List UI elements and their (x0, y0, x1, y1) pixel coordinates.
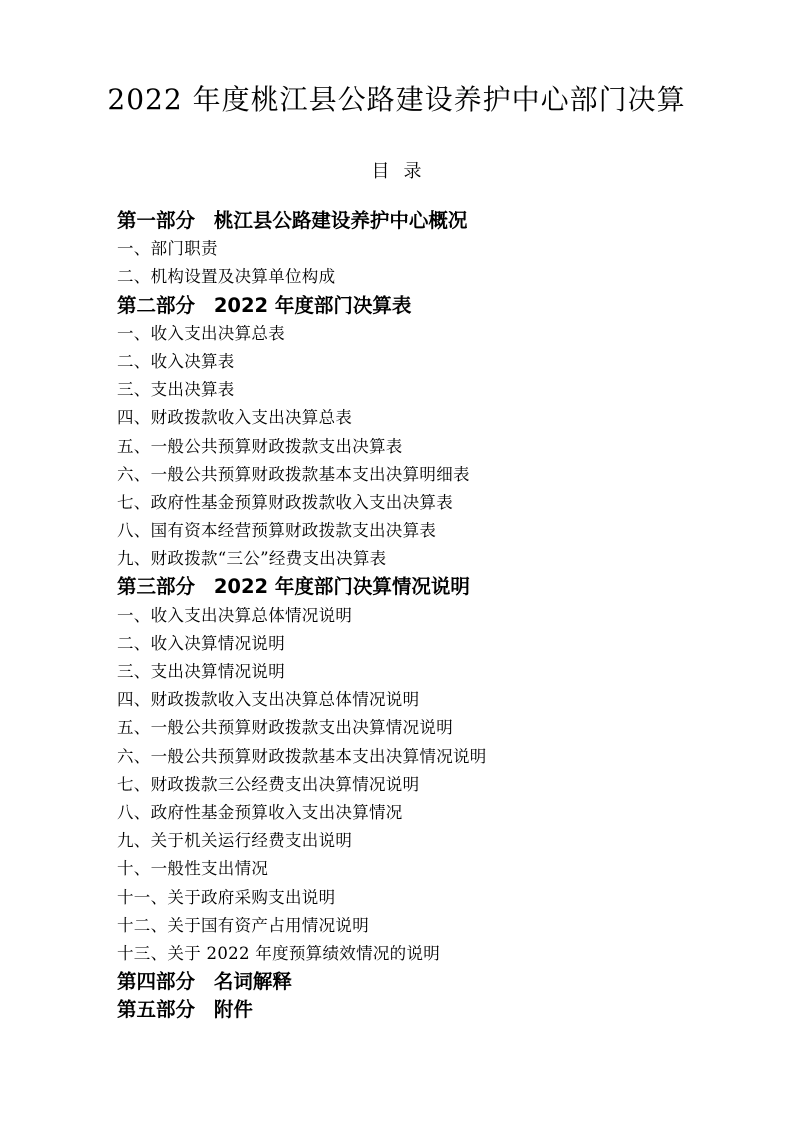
toc-part-heading (117, 968, 757, 996)
toc-item: 二、机构设置及决算单位构成 (117, 267, 336, 287)
toc-item: 六、一般公共预算财政拨款基本支出决算明细表 (117, 464, 470, 484)
toc-part-heading (117, 573, 757, 601)
toc-item: 六、一般公共预算财政拨款基本支出决算情况说明 (117, 746, 487, 766)
toc-item: 四、财政拨款收入支出决算总表 (117, 408, 353, 428)
toc-item: 二、收入决算情况说明 (117, 633, 285, 653)
toc-item: 八、国有资本经营预算财政拨款支出决算表 (117, 521, 437, 541)
toc-part-number: 第四部分 (117, 970, 196, 994)
toc-part-number: 第二部分 (117, 293, 196, 317)
toc-part-title: 附件 (213, 998, 253, 1022)
toc-item: 九、财政拨款“三公”经费支出决算表 (117, 549, 387, 569)
toc-item: 五、一般公共预算财政拨款支出决算表 (117, 436, 403, 456)
toc-part-title: 名词解释 (213, 970, 292, 994)
toc-item: 八、政府性基金预算收入支出决算情况 (117, 802, 403, 822)
toc-part-title: 2022 年度部门决算表 (213, 293, 412, 317)
toc-part-number: 第三部分 (117, 575, 196, 599)
toc-item: 七、财政拨款三公经费支出决算情况说明 (117, 774, 420, 794)
toc-item: 一、部门职责 (117, 239, 218, 259)
toc-item: 十一、关于政府采购支出说明 (117, 887, 336, 907)
toc-item: 九、关于机关运行经费支出说明 (117, 831, 353, 851)
toc-heading: 目录 (371, 161, 436, 182)
toc-item: 三、支出决算情况说明 (117, 662, 285, 681)
document-title: 2022 年度桃江县公路建设养护中心部门决算 (107, 83, 686, 116)
table-of-contents (117, 207, 757, 1024)
toc-part-number: 第一部分 (117, 209, 196, 232)
toc-item: 十二、关于国有资产占用情况说明 (117, 915, 369, 935)
toc-item: 五、一般公共预算财政拨款支出决算情况说明 (117, 718, 453, 738)
toc-item: 四、财政拨款收入支出决算总体情况说明 (117, 690, 420, 710)
toc-part-heading (117, 996, 757, 1024)
toc-item: 十、一般性支出情况 (117, 859, 269, 879)
toc-part-title: 桃江县公路建设养护中心概况 (213, 209, 468, 232)
toc-item: 一、收入支出决算总表 (117, 323, 285, 343)
toc-part-heading (117, 292, 757, 320)
toc-part-number: 第五部分 (117, 998, 196, 1022)
toc-part-title: 2022 年度部门决算情况说明 (213, 575, 470, 599)
toc-item: 一、收入支出决算总体情况说明 (117, 605, 353, 625)
toc-part-heading (117, 207, 757, 235)
toc-item: 三、支出决算表 (117, 380, 235, 400)
toc-item: 二、收入决算表 (117, 351, 235, 371)
toc-item: 十三、关于 2022 年度预算绩效情况的说明 (117, 943, 441, 963)
toc-item: 七、政府性基金预算财政拨款收入支出决算表 (117, 492, 453, 512)
